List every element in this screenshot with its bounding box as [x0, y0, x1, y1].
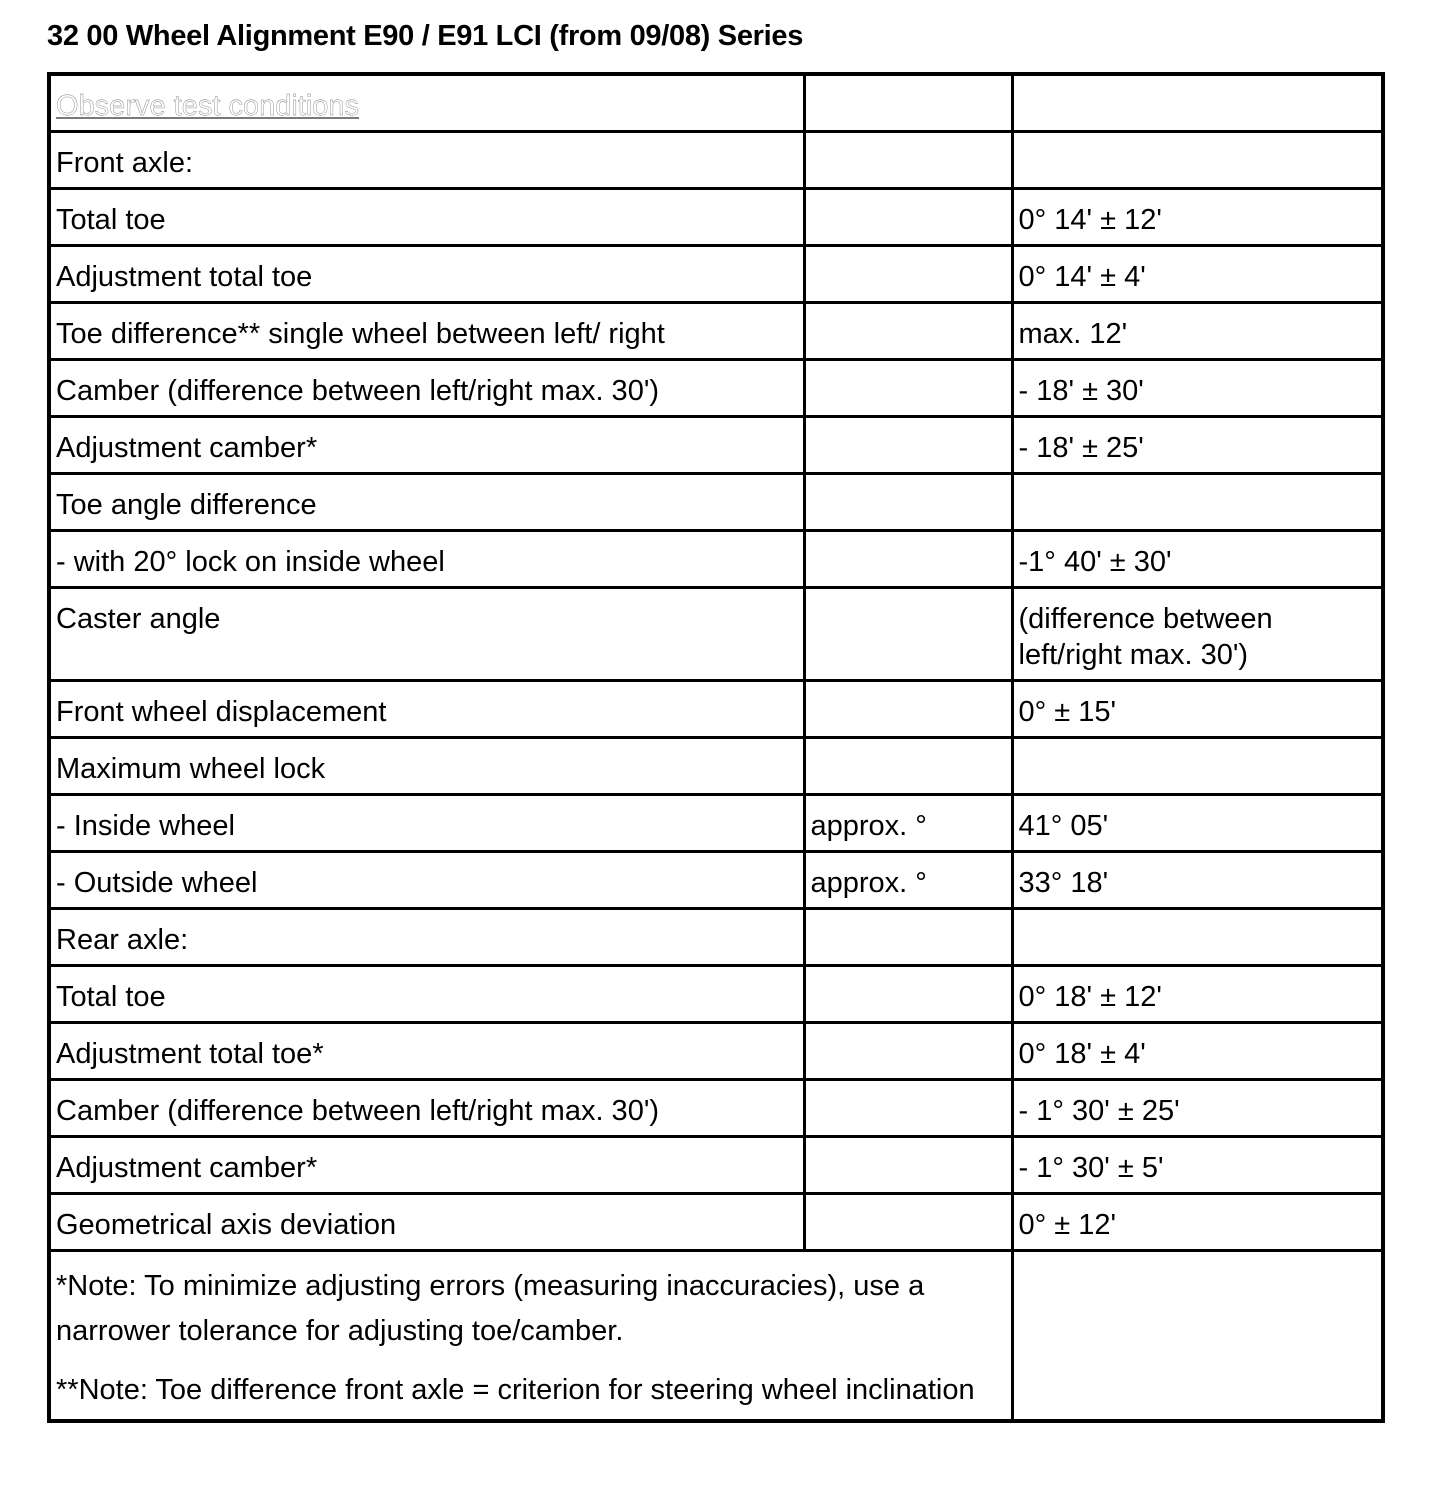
table-cell-unit: [804, 1194, 1012, 1251]
table-cell-unit: [804, 588, 1012, 681]
table-cell-value: 0° 14' ± 4': [1012, 246, 1383, 303]
table-cell-value: - 18' ± 25': [1012, 417, 1383, 474]
table-row-test-conditions: [49, 74, 1383, 132]
table-cell-label: Toe difference** single wheel between left/ right: [49, 303, 804, 360]
table-cell-value: [1012, 474, 1383, 531]
table-cell-unit: [804, 909, 1012, 966]
table-cell-label: Camber (difference between left/right max. 30'): [49, 1080, 804, 1137]
table-cell-label: [49, 74, 804, 132]
table-row: [49, 852, 1383, 909]
table-cell-value: - 1° 30' ± 25': [1012, 1080, 1383, 1137]
table-row: [49, 966, 1383, 1023]
table-cell-value: max. 12': [1012, 303, 1383, 360]
table-cell-label: Adjustment total toe*: [49, 1023, 804, 1080]
table-row: [49, 795, 1383, 852]
table-row: [49, 531, 1383, 588]
table-row: [49, 246, 1383, 303]
table-cell-label: Adjustment total toe: [49, 246, 804, 303]
footnote-text: *Note: To minimize adjusting errors (measuring inaccuracies), use a narrower tolerance for adjusting toe/camber.: [56, 1270, 925, 1347]
table-cell-unit: [804, 474, 1012, 531]
table-cell-label: Adjustment camber*: [49, 417, 804, 474]
table-row: [49, 132, 1383, 189]
table-cell-unit: [804, 966, 1012, 1023]
table-cell-value: 0° 18' ± 12': [1012, 966, 1383, 1023]
table-cell-unit: [804, 74, 1012, 132]
table-cell-value: 33° 18': [1012, 852, 1383, 909]
table-cell-value: [1012, 738, 1383, 795]
table-cell-unit: [804, 303, 1012, 360]
table-cell-label: Camber (difference between left/right max. 30'): [49, 360, 804, 417]
table-cell-label: - with 20° lock on inside wheel: [49, 531, 804, 588]
table-cell-value: 0° ± 12': [1012, 1194, 1383, 1251]
table-cell-value: 0° 18' ± 4': [1012, 1023, 1383, 1080]
table-cell-unit: [804, 132, 1012, 189]
table-cell-label: Geometrical axis deviation: [49, 1194, 804, 1251]
table-row: [49, 1023, 1383, 1080]
table-row: [49, 588, 1383, 681]
table-cell-unit: [804, 360, 1012, 417]
table-cell-unit: [804, 1023, 1012, 1080]
table-row: [49, 189, 1383, 246]
table-cell-unit: [804, 417, 1012, 474]
notes-cell: [49, 1251, 1012, 1422]
table-cell-label: Maximum wheel lock: [49, 738, 804, 795]
table-row: [49, 1194, 1383, 1251]
footnote-text: **Note: Toe difference front axle = criterion for steering wheel inclination: [56, 1374, 975, 1406]
table-row: [49, 303, 1383, 360]
table-cell-empty: [1012, 1251, 1383, 1422]
test-conditions-link[interactable]: Observe test conditions: [56, 90, 360, 122]
table-cell-value: (difference between left/right max. 30'): [1012, 588, 1383, 681]
wheel-alignment-table: [47, 72, 1385, 1423]
table-row: [49, 1080, 1383, 1137]
table-cell-label: Toe angle difference: [49, 474, 804, 531]
table-cell-unit: approx. °: [804, 795, 1012, 852]
table-cell-value: [1012, 909, 1383, 966]
table-cell-label: Total toe: [49, 966, 804, 1023]
table-cell-label: Front wheel displacement: [49, 681, 804, 738]
table-cell-value: -1° 40' ± 30': [1012, 531, 1383, 588]
table-cell-value: [1012, 132, 1383, 189]
table-cell-label: - Outside wheel: [49, 852, 804, 909]
table-cell-label: Adjustment camber*: [49, 1137, 804, 1194]
table-cell-unit: [804, 531, 1012, 588]
table-cell-value: - 1° 30' ± 5': [1012, 1137, 1383, 1194]
table-row: [49, 909, 1383, 966]
table-row: [49, 474, 1383, 531]
table-cell-unit: [804, 189, 1012, 246]
table-cell-value: 41° 05': [1012, 795, 1383, 852]
table-cell-unit: [804, 1080, 1012, 1137]
table-cell-value: [1012, 74, 1383, 132]
table-cell-unit: [804, 681, 1012, 738]
table-cell-unit: [804, 1137, 1012, 1194]
table-cell-label: - Inside wheel: [49, 795, 804, 852]
document-title: 32 00 Wheel Alignment E90 / E91 LCI (from 09/08) Series: [47, 20, 804, 52]
table-cell-value: 0° 14' ± 12': [1012, 189, 1383, 246]
table-cell-label: Caster angle: [49, 588, 804, 681]
table-cell-value: - 18' ± 30': [1012, 360, 1383, 417]
table-cell-value: 0° ± 15': [1012, 681, 1383, 738]
table-cell-label: Total toe: [49, 189, 804, 246]
table-row: [49, 738, 1383, 795]
table-cell-label: Front axle:: [49, 132, 804, 189]
table-row: [49, 360, 1383, 417]
table-cell-label: Rear axle:: [49, 909, 804, 966]
table-cell-unit: [804, 738, 1012, 795]
table-row: [49, 1137, 1383, 1194]
table-row: [49, 417, 1383, 474]
table-cell-unit: approx. °: [804, 852, 1012, 909]
table-row-notes: [49, 1251, 1383, 1422]
table-cell-unit: [804, 246, 1012, 303]
table-row: [49, 681, 1383, 738]
